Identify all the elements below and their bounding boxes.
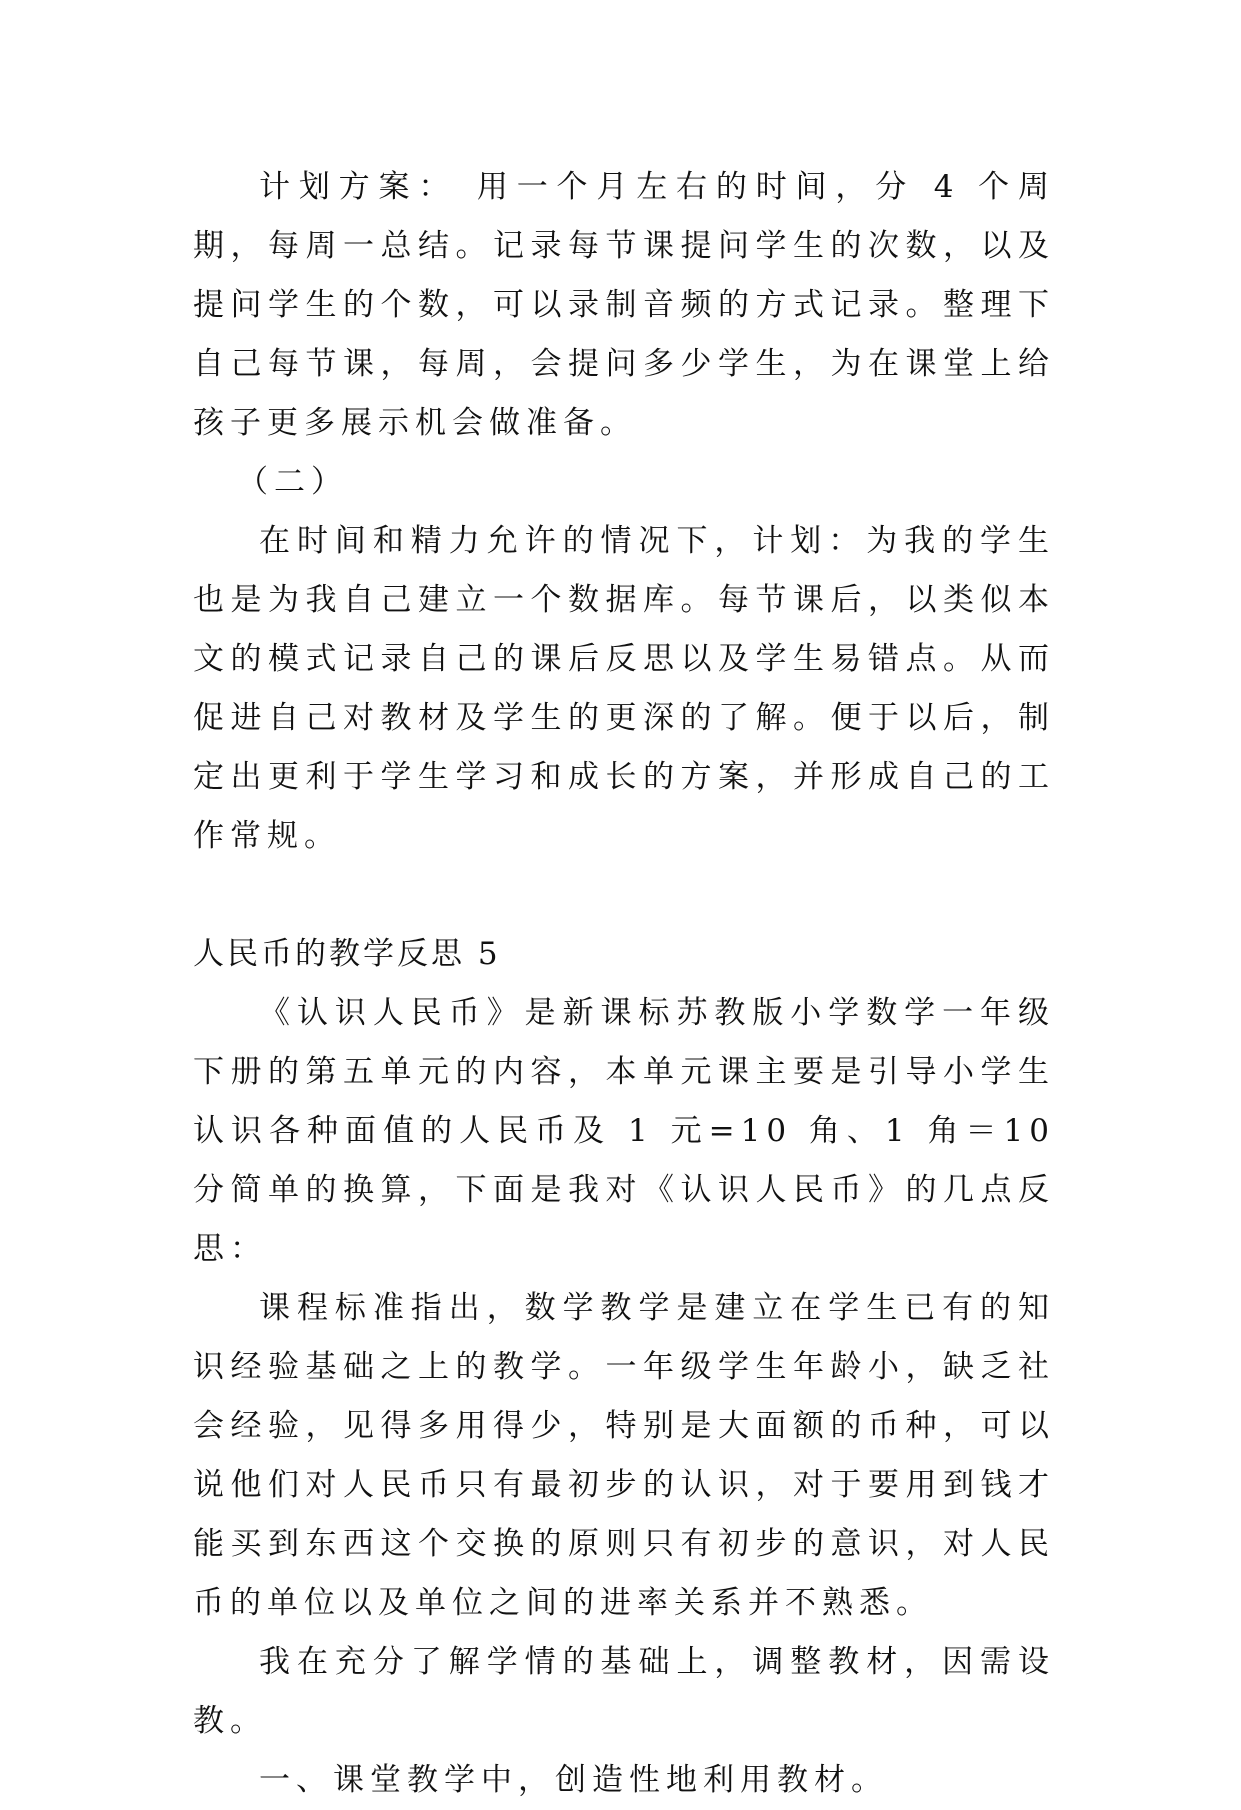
section-title: 人民币的教学反思 5 (193, 936, 501, 972)
paragraph-adjustment: 我在充分了解学情的基础上，调整教材，因需设教。 (193, 1644, 1055, 1739)
paragraph-database-plan: 在时间和精力允许的情况下，计划：为我的学生也是为我自己建立一个数据库。每节课后，以类似本文的模式记录自己的课后反思以及学生易错点。从而促进自己对教材及学生的更深的了解。便于以后，制定出更利于学生学习和成长的方案，并形成自己的工作常规。 (193, 523, 1055, 854)
sub-heading-two: （二） (237, 464, 348, 500)
paragraph-intro: 《认识人民币》是新课标苏教版小学数学一年级下册的第五单元的内容，本单元课主要是引导小学生认识各种面值的人民币及 1 元=10 角、1 角＝10 分简单的换算，下面是我对《认识人民币》的几点反思： (193, 995, 1055, 1267)
paragraph-plan: 计划方案： 用一个月左右的时间，分 4 个周期，每周一总结。记录每节课提问学生的次数，以及提问学生的个数，可以录制音频的方式记录。整理下自己每节课，每周，会提问多少学生，为在课堂上给孩子更多展示机会做准备。 (193, 169, 1055, 441)
paragraph-point-one: 一、课堂教学中，创造性地利用教材。 (259, 1762, 888, 1798)
document-page (193, 158, 1055, 1810)
paragraph-curriculum: 课程标准指出，数学教学是建立在学生已有的知识经验基础之上的教学。一年级学生年龄小，缺乏社会经验，见得多用得少，特别是大面额的币种，可以说他们对人民币只有最初步的认识，对于要用到钱才能买到东西这个交换的原则只有初步的意识，对人民币的单位以及单位之间的进率关系并不熟悉。 (193, 1290, 1055, 1621)
